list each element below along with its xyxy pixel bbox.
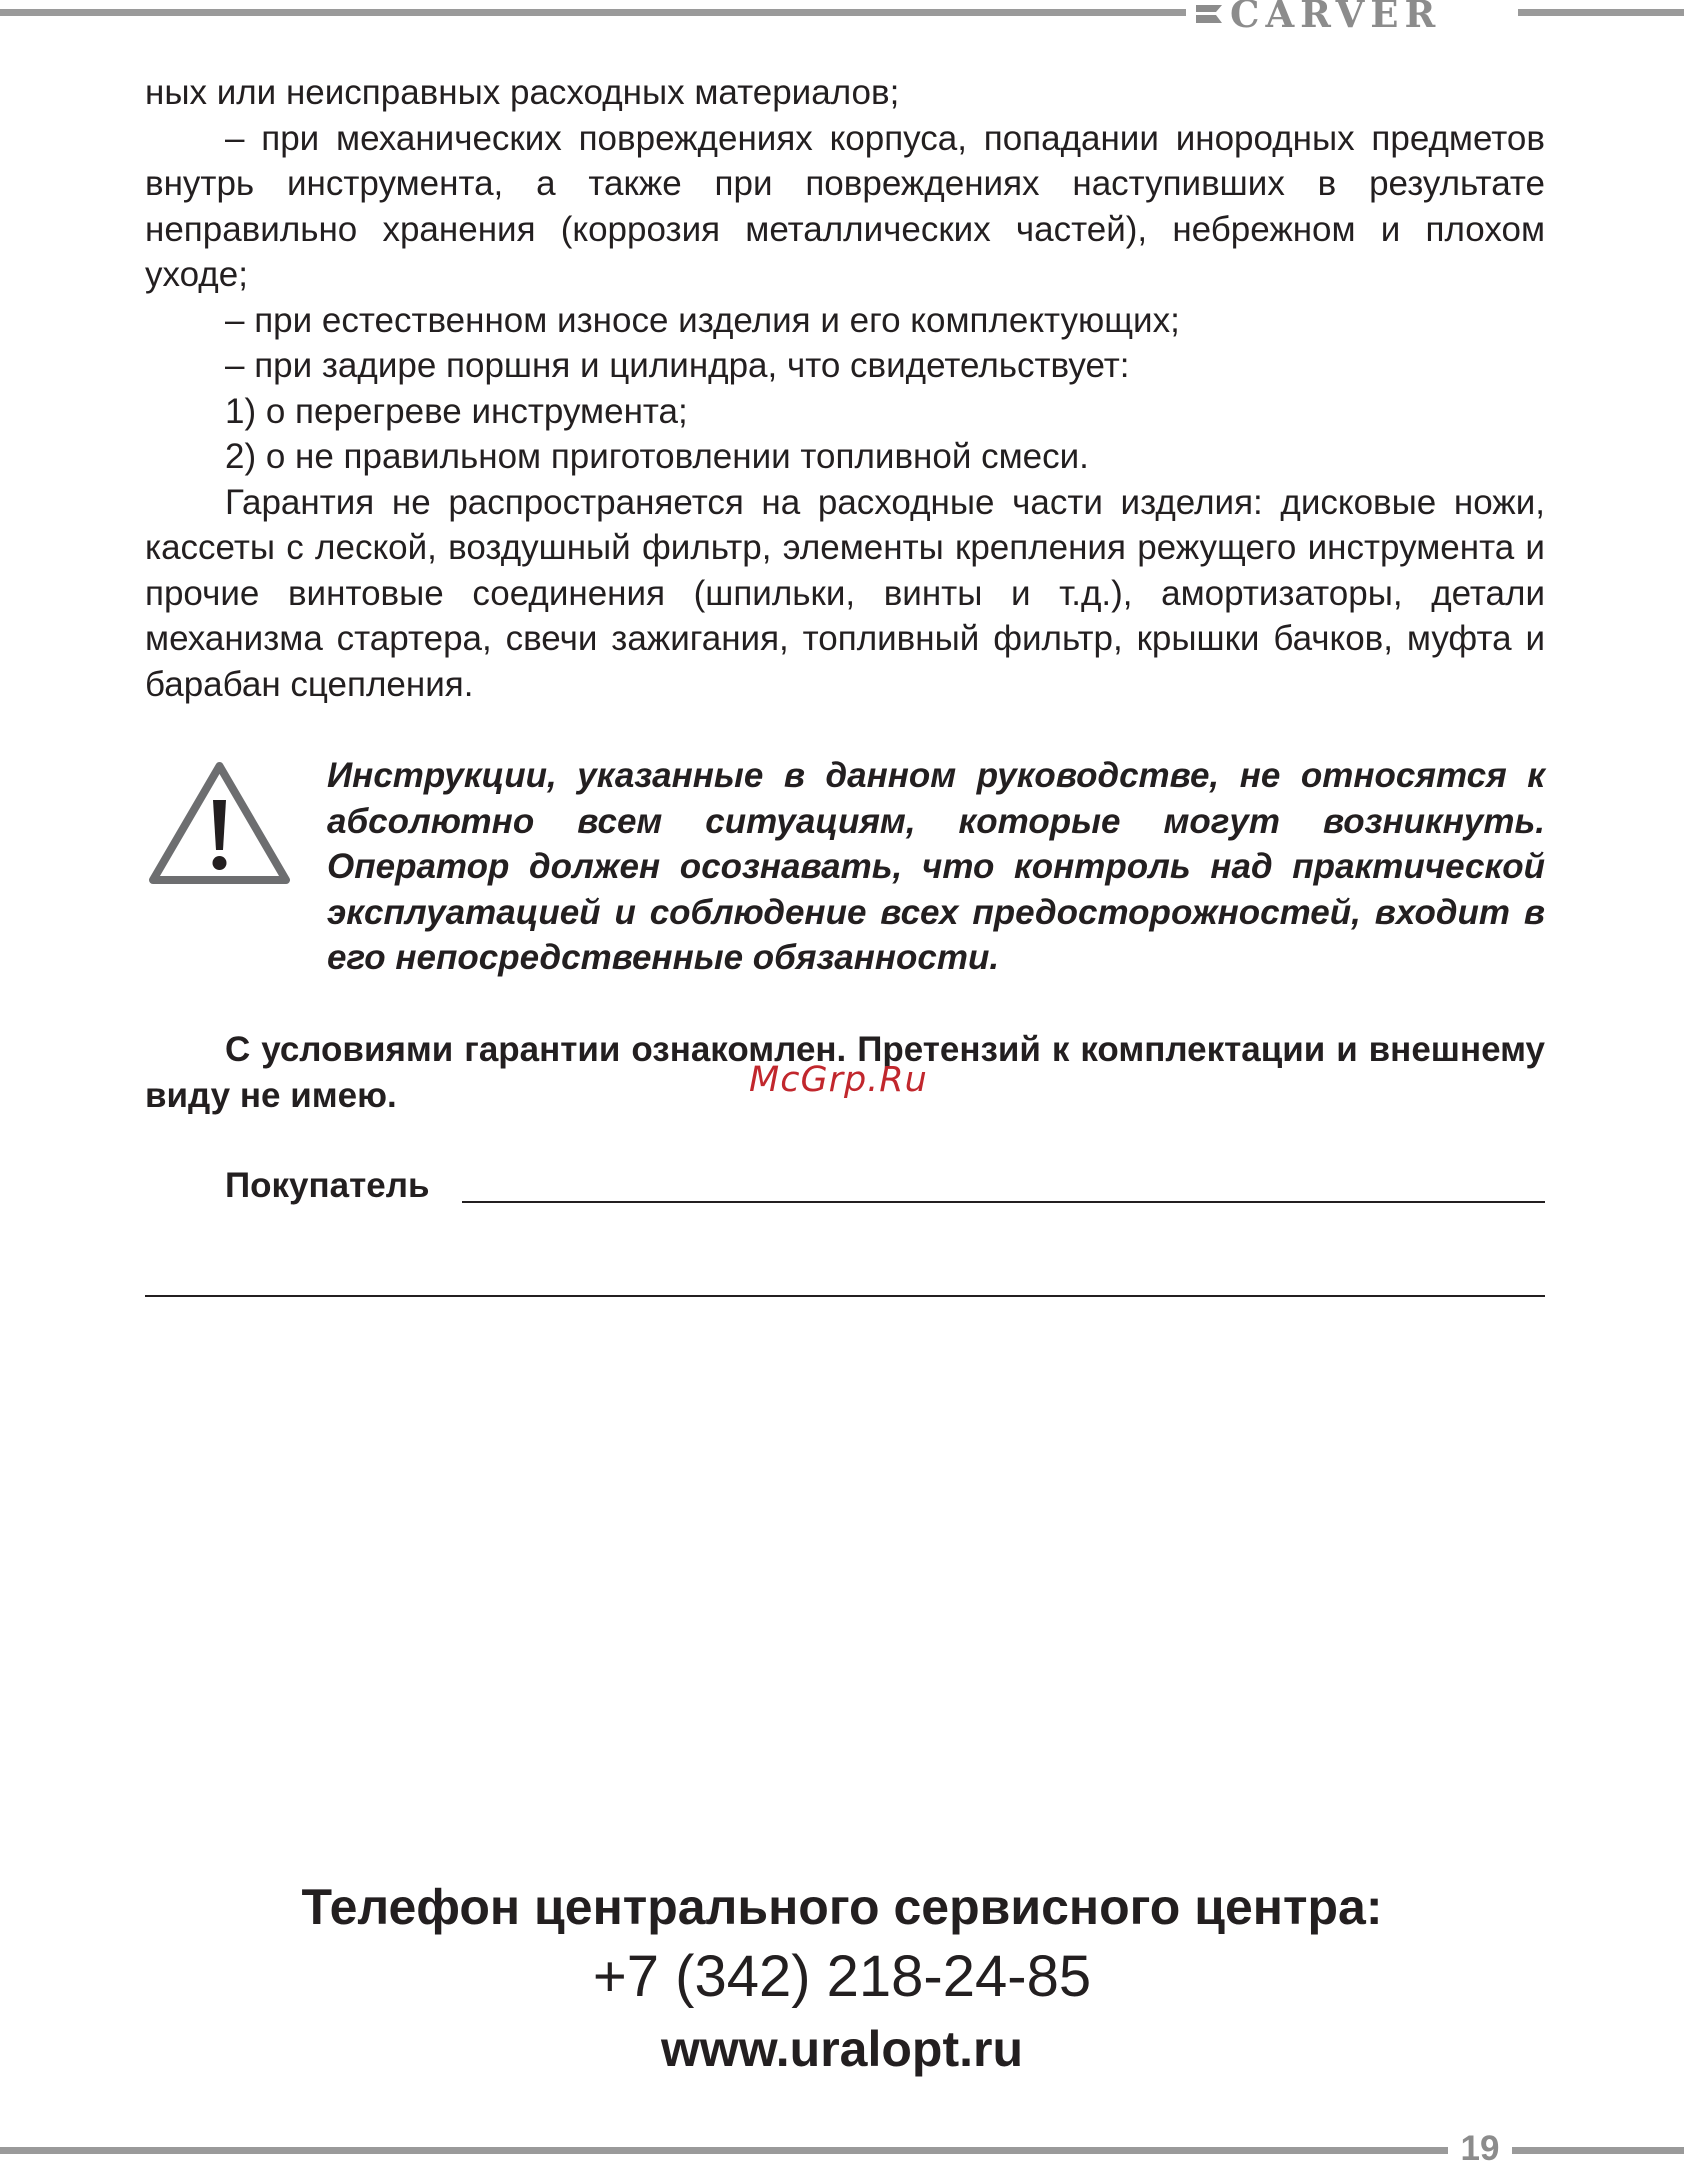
footer-rule-left — [0, 2147, 1448, 2154]
contact-title: Телефон центрального сервисного центра: — [301, 1879, 1383, 1935]
footer-rule-right — [1512, 2147, 1684, 2154]
page-number: 19 — [1460, 2129, 1500, 2168]
service-contact — [0, 1876, 1684, 2082]
paragraph: – при механических повреждениях корпуса, попадании инородных предметов внутрь инструмента, а также при повреждениях наступивших в результате неправильно хранения (коррозия металлических частей), небрежном и плохом уходе; — [145, 118, 1545, 294]
contact-website: www.uralopt.ru — [660, 2021, 1024, 2077]
paragraph: – при естественном износе изделия и его комплектующих; — [225, 300, 1180, 340]
paragraph: 2) о не правильном приготовлении топливной смеси. — [225, 437, 1089, 476]
brand-name: CARVER — [1230, 0, 1442, 36]
buyer-signature-line-2 — [145, 1295, 1545, 1297]
contact-phone: +7 (342) 218-24-85 — [592, 1944, 1092, 2009]
header-rule-right — [1518, 9, 1684, 16]
paragraph: Гарантия не распространяется на расходные части изделия: дисковые ножи, кассеты с леской, воздушный фильтр, элементы крепления режущего инструмента и прочие винтовые соединения (шпильки, винты и т.д.), амортизаторы, детали механизма стартера, свечи зажигания, топливный фильтр, крышки бачков, муфта и барабан сцепления. — [145, 482, 1545, 704]
buyer-label: Покупатель — [225, 1166, 430, 1205]
brand-mark-icon — [1196, 3, 1222, 25]
paragraph: 1) о перегреве инструмента; — [225, 391, 688, 431]
warning-triangle-icon — [147, 758, 292, 888]
brand-logo — [1196, 0, 1512, 36]
warning-text: Инструкции, указанные в данном руководстве, не относятся к абсолютно всем ситуациям, которые могут возникнуть. Оператор должен осознавать, что контроль над практической эксплуатацией и соблюдение всех предосторожностей, входит в его непосредственные обязанности. — [327, 756, 1545, 977]
paragraph: – при задире поршня и цилиндра, что свидетельствует: — [225, 346, 1130, 385]
header-rule-left — [0, 9, 1186, 16]
warranty-text — [145, 70, 1545, 707]
acknowledgement-text: С условиями гарантии ознакомлен. Претензий к комплектации и внешнему виду не имею. — [145, 1030, 1545, 1115]
watermark: McGrp.Ru — [749, 1060, 928, 1100]
paragraph: ных или неисправных расходных материалов; — [145, 73, 900, 112]
buyer-signature-line — [462, 1201, 1545, 1203]
